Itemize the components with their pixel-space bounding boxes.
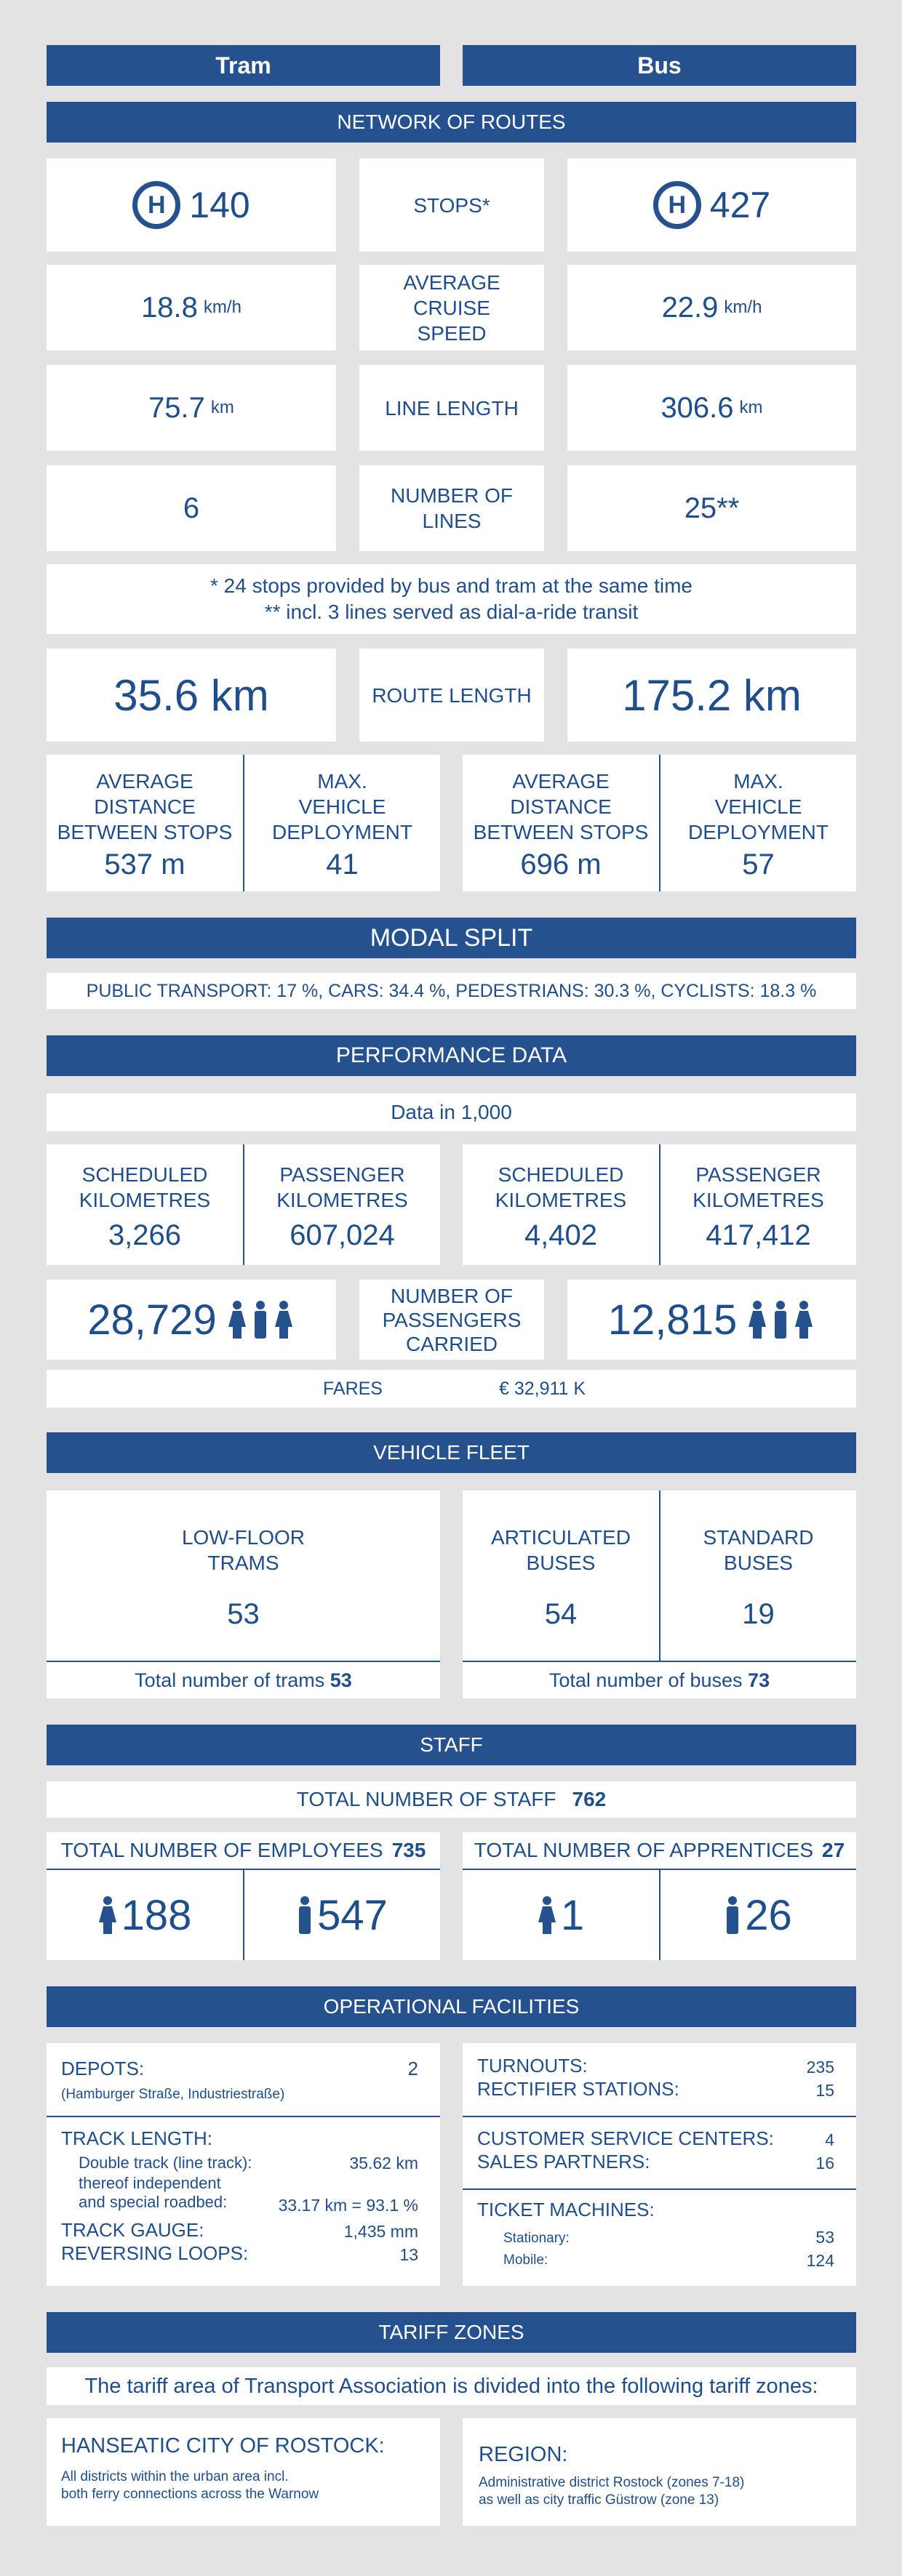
tram-scheduled-km [47,1144,243,1265]
rostock-description: All districts within the urban area incl. [61,2469,289,2484]
label-line: DISTANCE [510,795,612,818]
label-line: KILOMETRES [495,1188,627,1211]
label-line: NUMBER OF [391,1284,513,1307]
bus-passengers [567,1280,856,1360]
tram-line-length-value: 75.7 [148,391,205,424]
label-line: SPEED [417,321,487,345]
tram-max-vehicles-value: 41 [326,848,359,880]
route-length-label: ROUTE LENGTH [359,649,544,742]
tram-stops [47,159,336,252]
apprentices-panel [463,1832,856,1960]
modal-split-title: MODAL SPLIT [47,918,856,958]
passengers-icon [746,1301,815,1339]
line-length-label: LINE LENGTH [359,365,544,451]
tram-avg-distance-value: 537 m [104,848,185,880]
label-line: SCHEDULED [81,1163,208,1186]
label-line: ARTICULATED [491,1525,631,1549]
divider [47,2116,440,2117]
staff-total-label: TOTAL NUMBER OF STAFF [296,1788,556,1810]
pedestrians-share: 30.3 [594,980,630,1001]
performance-subtitle: Data in 1,000 [47,1094,856,1131]
modal-split-text [47,973,856,1009]
depots-value: 2 [407,2058,418,2079]
low-floor-trams-value: 53 [227,1597,260,1630]
apprentices-female [463,1870,659,1960]
stop-h-icon: H [132,181,180,229]
label-line: BUSES [724,1551,793,1574]
label-line: VEHICLE [714,795,802,818]
lines-label [359,465,544,551]
bus-stops [567,159,856,252]
bus-passengers-value: 12,815 [607,1296,738,1344]
csc-value: 4 [825,2130,834,2149]
gauge-label: TRACK GAUGE: [61,2219,204,2241]
tram-km-panel [47,1144,440,1265]
bus-lines: 25** [567,465,856,551]
mobile-value: 124 [806,2251,834,2270]
passengers-label [359,1280,544,1360]
ticket-machines-label: TICKET MACHINES: [477,2199,655,2220]
label-line: BUSES [526,1551,596,1574]
region-description: Administrative district Rostock (zones 7-18) [479,2475,745,2490]
trams-total-value: 53 [330,1669,352,1691]
network-title: NETWORK OF ROUTES [47,102,856,143]
divider [463,2188,856,2190]
tram-scheduled-km-value: 3,266 [108,1219,182,1251]
trams-total [47,1662,440,1698]
bus-max-vehicles-value: 57 [742,848,775,880]
footnotes [47,564,856,634]
fares-label: FARES [323,1379,383,1399]
fares-value: € 32,911 K [499,1379,586,1399]
label-line: CARRIED [405,1332,498,1355]
depots-label: DEPOTS: [61,2058,145,2079]
label-line: NUMBER OF [391,484,513,507]
tram-passenger-km [244,1144,440,1265]
stops-label: STOPS* [359,159,544,252]
bus-speed [567,265,856,350]
articulated-buses-value: 54 [544,1597,578,1630]
csc-label: CUSTOMER SERVICE CENTERS: [477,2127,774,2149]
divider [463,2116,856,2117]
loops-value: 13 [399,2245,418,2264]
staff-total [47,1781,856,1818]
articulated-buses [463,1490,659,1661]
label-line: KILOMETRES [79,1188,211,1211]
tram-lines: 6 [47,465,336,551]
region-title: REGION: [479,2443,568,2466]
label-line: PASSENGER [695,1163,821,1186]
label-line: PASSENGERS [382,1308,522,1331]
employees-male [244,1870,440,1960]
label-line: PASSENGER [279,1163,405,1186]
public-transport-share: 17 [276,980,298,1001]
stationary-value: 53 [815,2228,834,2247]
bus-km-panel [463,1144,856,1265]
label-line: DISTANCE [94,795,196,818]
tram-max-vehicles [244,759,440,887]
employees-male-value: 547 [317,1891,388,1939]
independent-value: 33.17 km = 93.1 % [278,2196,418,2215]
staff-title: STAFF [47,1725,856,1765]
fleet-title: VEHICLE FLEET [47,1432,856,1473]
modal-text: %, CARS: [297,980,389,1001]
buses-total-value: 73 [748,1669,770,1691]
bus-speed-value: 22.9 [661,291,719,324]
speed-label [359,265,544,350]
partners-value: 16 [815,2154,834,2172]
double-track-value: 35.62 km [349,2154,418,2172]
footnote: ** incl. 3 lines served as dial-a-ride transit [264,601,639,623]
label-line: CRUISE [413,296,490,319]
mobile-label: Mobile: [503,2252,548,2268]
trams-fleet-panel [47,1490,440,1698]
rostock-zone [47,2418,440,2526]
label-line: KILOMETRES [693,1188,824,1211]
modal-text: %, CYCLISTS: [629,980,760,1001]
turnouts-label: TURNOUTS: [477,2055,588,2077]
stop-h-icon: H [653,181,701,229]
label-line: AVERAGE [96,770,193,793]
label-line: MAX. [733,770,783,793]
tram-passengers [47,1280,336,1360]
tram-line-length [47,365,336,451]
trams-total-label: Total number of trams [135,1669,330,1691]
label-line: AVERAGE [512,770,610,793]
label-line: LINES [422,510,482,532]
label-line: STANDARD [703,1525,814,1549]
label-line: MAX. [317,770,367,793]
buses-total [463,1662,856,1698]
bus-distance-panel [463,755,856,891]
buses-fleet-panel [463,1490,856,1698]
employees-panel [47,1832,440,1960]
region-zone [463,2418,856,2526]
performance-title: PERFORMANCE DATA [47,1035,856,1076]
facilities-right [463,2043,856,2286]
female-icon [538,1896,556,1934]
speed-unit: km/h [203,297,242,317]
tariff-intro: The tariff area of Transport Association is divided into the following tariff zones: [47,2367,856,2405]
bus-avg-distance [463,759,659,887]
turnouts-value: 235 [806,2058,834,2077]
rostock-description: both ferry connections across the Warnow [61,2487,319,2502]
loops-label: REVERSING LOOPS: [61,2242,249,2264]
male-icon [297,1896,313,1934]
label-line: KILOMETRES [276,1188,408,1211]
label-line: DEPLOYMENT [688,821,829,843]
bus-passenger-km [660,1144,856,1265]
track-length-label: TRACK LENGTH: [61,2127,213,2149]
female-icon [98,1896,117,1934]
apprentices-female-value: 1 [560,1891,585,1939]
employees-label: TOTAL NUMBER OF EMPLOYEES [60,1839,383,1861]
employees-female-value: 188 [121,1891,192,1939]
standard-buses [660,1490,856,1661]
label-line: VEHICLE [298,795,386,818]
rectifier-value: 15 [815,2081,834,2100]
bus-stops-value: 427 [709,185,771,225]
bus-passenger-km-value: 417,412 [706,1219,811,1251]
tram-passenger-km-value: 607,024 [290,1219,395,1251]
standard-buses-value: 19 [742,1597,775,1630]
employees-header [47,1832,440,1869]
region-description: as well as city traffic Güstrow (zone 13) [479,2492,719,2508]
tram-stops-value: 140 [189,185,250,225]
apprentices-header [463,1832,856,1869]
employees-female [47,1870,243,1960]
bus-avg-distance-value: 696 m [520,848,602,880]
rostock-title: HANSEATIC CITY OF ROSTOCK: [61,2434,385,2457]
bus-max-vehicles [660,759,856,887]
apprentices-male [660,1870,856,1960]
speed-unit: km/h [724,297,762,317]
tram-route-length: 35.6 km [47,649,336,742]
tram-speed-value: 18.8 [141,291,198,324]
independent-label: thereof independent [79,2174,221,2192]
independent-label: and special roadbed: [79,2193,228,2211]
tram-distance-panel [47,755,440,891]
apprentices-value: 27 [822,1839,845,1861]
depots-note: (Hamburger Straße, Industriestraße) [61,2087,285,2102]
facilities-title: OPERATIONAL FACILITIES [47,1986,856,2027]
tram-header: Tram [47,45,440,86]
employees-value: 735 [391,1839,426,1861]
low-floor-trams [47,1490,440,1661]
gauge-value: 1,435 mm [343,2222,418,2241]
partners-label: SALES PARTNERS: [477,2151,650,2172]
cyclists-share: 18.3 [759,980,796,1001]
stationary-label: Stationary: [503,2231,570,2246]
apprentices-male-value: 26 [745,1891,792,1939]
modal-text: %, PEDESTRIANS: [424,980,594,1001]
bus-scheduled-km [463,1144,659,1265]
tram-avg-distance [47,759,243,887]
passengers-icon [226,1301,295,1339]
bus-route-length: 175.2 km [567,649,856,742]
label-line: LOW-FLOOR [181,1525,306,1549]
tariff-title: TARIFF ZONES [47,2312,856,2353]
rectifier-label: RECTIFIER STATIONS: [477,2078,679,2100]
cars-share: 34.4 [388,980,425,1001]
tram-passengers-value: 28,729 [87,1296,217,1344]
km-unit: km [210,398,234,417]
modal-text: PUBLIC TRANSPORT: [86,980,277,1001]
modal-text: % [795,980,817,1001]
bus-header: Bus [463,45,856,86]
footnote: * 24 stops provided by bus and tram at the same time [209,574,693,597]
km-unit: km [739,398,763,417]
label-line: BETWEEN STOPS [57,821,233,843]
bus-line-length-value: 306.6 [660,391,734,424]
label-line: BETWEEN STOPS [473,821,649,843]
label-line: AVERAGE [403,270,500,294]
tram-speed [47,265,336,350]
apprentices-label: TOTAL NUMBER OF APPRENTICES [474,1839,814,1861]
label-line: TRAMS [207,1551,279,1574]
bus-scheduled-km-value: 4,402 [524,1219,598,1251]
facilities-left [47,2043,440,2286]
double-track-label: Double track (line track): [79,2154,252,2172]
label-line: DEPLOYMENT [272,821,412,843]
buses-total-label: Total number of buses [548,1669,749,1691]
bus-line-length [567,365,856,451]
label-line: SCHEDULED [498,1163,624,1186]
fares-row [47,1370,856,1408]
staff-total-value: 762 [572,1788,607,1810]
male-icon [725,1896,741,1934]
